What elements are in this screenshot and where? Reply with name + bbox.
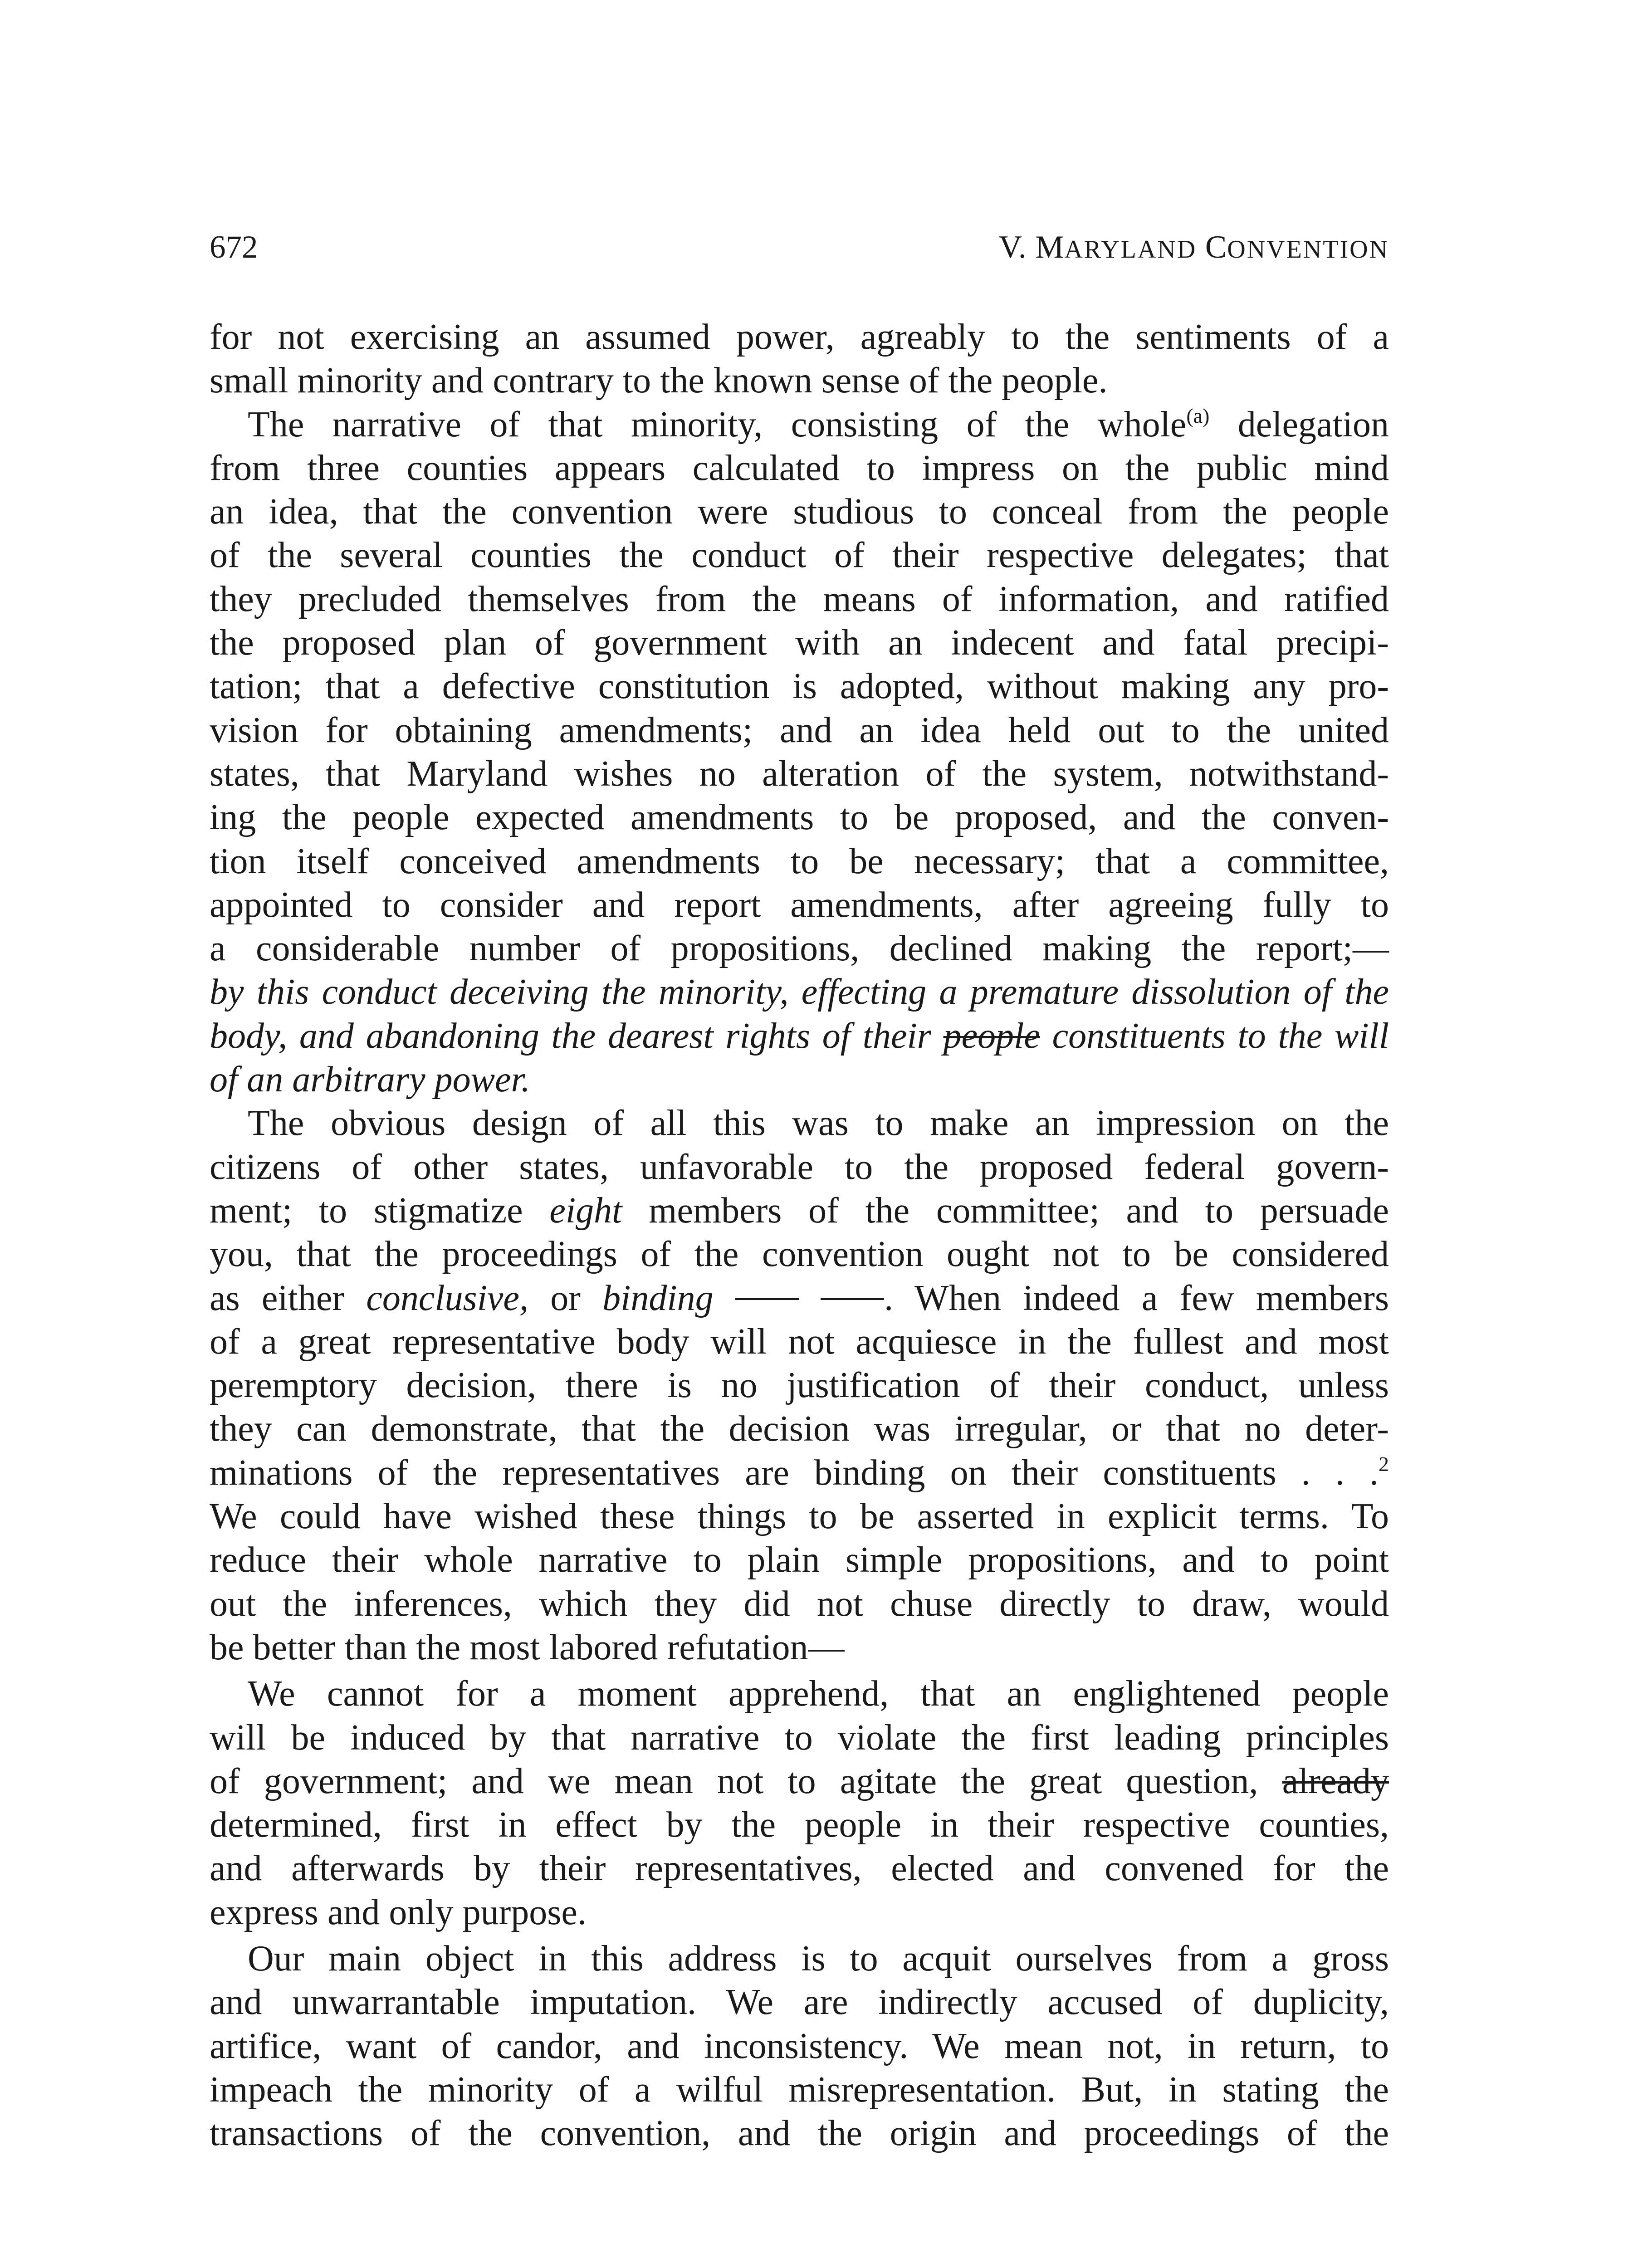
italic-span: conclusive, [366, 1278, 528, 1318]
text-line [210, 1760, 1389, 1803]
text-line: states, that Maryland wishes no alteration of the system, notwithstand- [210, 753, 1389, 794]
section-title-space: C [1197, 230, 1227, 265]
paragraph-5 [210, 1937, 1389, 2155]
text-line: artifice, want of candor, and inconsistency. We mean not, in return, to [210, 2026, 1389, 2066]
italic-span: eight [549, 1190, 622, 1231]
text-line: citizens of other states, unfavorable to the proposed federal govern- [210, 1147, 1389, 1187]
text-span: or [528, 1278, 603, 1318]
text-line: vision for obtaining amendments; and an idea held out to the united [210, 710, 1389, 750]
text-line: out the inferences, which they did not chuse directly to draw, would [210, 1584, 1389, 1624]
footnote-marker-a: (a) [1186, 404, 1210, 427]
struck-word: people [943, 1016, 1040, 1056]
text-span: . When indeed a few members [884, 1278, 1389, 1318]
section-title-smallcaps-1: ARYLAND [1064, 235, 1197, 264]
text-line: tation; that a defective constitution is adopted, without making any pro- [210, 666, 1389, 707]
text-line: appointed to consider and report amendments, after agreeing fully to [210, 885, 1389, 925]
section-title-smallcaps-2: ONVENTION [1227, 235, 1389, 264]
text-line: transactions of the convention, and the origin and proceedings of the [210, 2113, 1389, 2154]
text-line: for not exercising an assumed power, agreably to the sentiments of a [210, 317, 1389, 357]
running-head [210, 229, 1389, 265]
text-line: of the several counties the conduct of their respective delegates; that [210, 535, 1389, 576]
text-span: constituents to the will [1040, 1016, 1389, 1056]
blank-rule [735, 1298, 799, 1300]
text-line: We cannot for a moment apprehend, that an englightened people [248, 1674, 1389, 1714]
text-line: will be induced by that narrative to violate the first leading principles [210, 1717, 1389, 1758]
text-line: they precluded themselves from the means of information, and ratified [210, 579, 1389, 619]
text-line: the proposed plan of government with an indecent and fatal precipi- [210, 623, 1389, 663]
text-line: an idea, that the convention were studious to conceal from the people [210, 492, 1389, 532]
text-span: delegation [1209, 404, 1389, 445]
text-line: ing the people expected amendments to be proposed, and the conven- [210, 797, 1389, 838]
text-span: minations of the representatives are binding on their constituents . . . [210, 1452, 1379, 1493]
text-span: members of the committee; and to persuade [622, 1190, 1389, 1231]
body-text [210, 315, 1389, 2155]
paragraph-3 [210, 1101, 1389, 1669]
blank-rule [821, 1298, 884, 1300]
italic-span: by this conduct deceiving the minority, effecting a premature dissolution of the [210, 972, 1389, 1012]
paragraph-2 [210, 403, 1389, 1102]
paragraph-4 [210, 1672, 1389, 1934]
page-number: 672 [210, 230, 258, 265]
footnote-marker-2: 2 [1379, 1452, 1389, 1476]
italic-span: binding [602, 1278, 714, 1318]
text-line: you, that the proceedings of the convention ought not to be considered [210, 1234, 1389, 1275]
paragraph-1 [210, 315, 1389, 403]
section-title-prefix: V. M [998, 230, 1065, 265]
text-span: body, and abandoning the dearest rights of their [210, 1016, 944, 1056]
text-line: peremptory decision, there is no justification of their conduct, unless [210, 1365, 1389, 1406]
italic-text-line [210, 1058, 1389, 1101]
text-line: express and only purpose. [210, 1892, 587, 1932]
text-line [210, 1276, 1389, 1320]
struck-word: already [1282, 1761, 1389, 1801]
text-span: The narrative of that minority, consisting of the whole [248, 404, 1187, 445]
italic-span [210, 1016, 1389, 1056]
text-line: impeach the minority of a wilful misrepresentation. But, in stating the [210, 2069, 1389, 2110]
text-line: from three counties appears calculated to impress on the public mind [210, 448, 1389, 488]
text-line: We could have wished these things to be asserted in explicit terms. To [210, 1496, 1389, 1537]
text-line: and unwarrantable imputation. We are indirectly accused of duplicity, [210, 1982, 1389, 2023]
text-line: The obvious design of all this was to make an impression on the [248, 1103, 1389, 1144]
text-line: of a great representative body will not acquiesce in the fullest and most [210, 1321, 1389, 1362]
text-span: ment; to stigmatize [210, 1190, 550, 1231]
text-line: reduce their whole narrative to plain simple propositions, and to point [210, 1540, 1389, 1580]
text-span: of government; and we mean not to agitate the great question, [210, 1761, 1282, 1801]
text-line [210, 1451, 1389, 1495]
text-line: Our main object in this address is to acquit ourselves from a gross [248, 1938, 1389, 1979]
italic-text-line [210, 970, 1389, 1014]
text-span: as either [210, 1278, 367, 1318]
text-line [210, 403, 1389, 446]
italic-text-line [210, 1014, 1389, 1058]
italic-span: of an arbitrary power. [210, 1060, 530, 1100]
text-line: tion itself conceived amendments to be necessary; that a committee, [210, 841, 1389, 881]
text-line: a considerable number of propositions, declined making the report;— [210, 929, 1389, 969]
text-line: and afterwards by their representatives, elected and convened for the [210, 1848, 1389, 1889]
section-title [999, 229, 1389, 268]
text-line: small minority and contrary to the known sense of the people. [210, 361, 1108, 401]
text-line [210, 1189, 1389, 1232]
text-line: be better than the most labored refutation— [210, 1627, 845, 1667]
text-line: they can demonstrate, that the decision was irregular, or that no deter- [210, 1409, 1389, 1449]
text-line: determined, first in effect by the people in their respective counties, [210, 1805, 1389, 1845]
